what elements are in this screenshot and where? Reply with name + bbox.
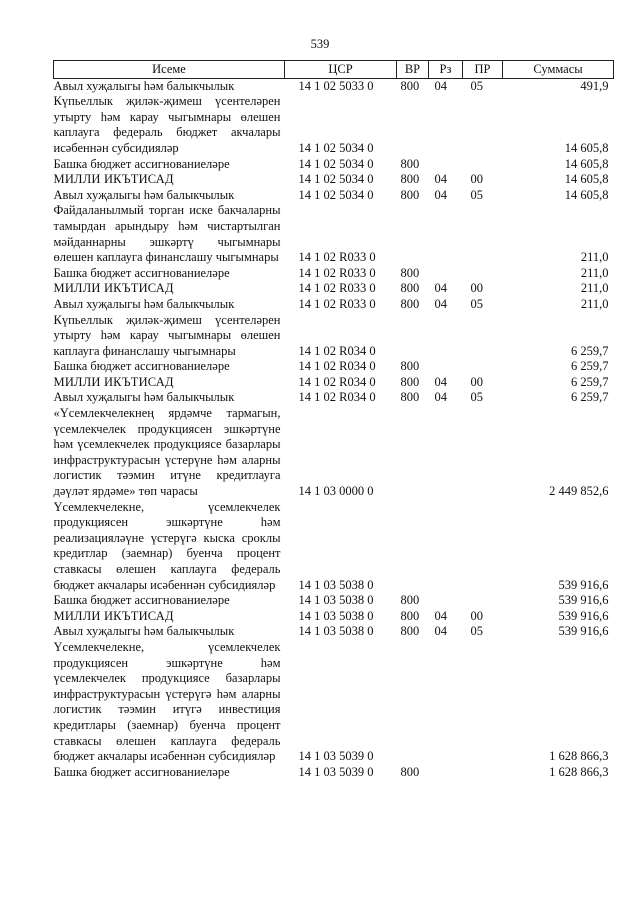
table-cell-csr: 14 1 02 R034 0 (298, 374, 376, 389)
table-cell-csr: 14 1 03 5038 0 (298, 624, 374, 639)
table-cell-rz: 04 (434, 296, 447, 311)
table-cell-name: Үсемлекчелекне, үсемлекчелек продукциясен эшкәртүне һәм реализацияләүне үстерүгә кыска сроклы кредитлар (заемнар) буенча процент ставкасы өлешен каплауга федераль бюджет акчалары исәбеннән субсидияләр (53, 499, 281, 592)
table-cell-sum: 539 916,6 (558, 608, 609, 623)
table-cell-rz: 04 (434, 78, 447, 93)
table-cell-name: МИЛЛИ ИКЪТИСАД (53, 374, 174, 389)
table-cell-pr: 00 (470, 374, 483, 389)
table-cell-csr: 14 1 03 5038 0 (298, 593, 374, 608)
table-cell-sum: 211,0 (580, 250, 609, 265)
table-cell-pr (463, 359, 503, 375)
table-cell-name: Башка бюджет ассигнованиеләре (53, 593, 230, 608)
table-cell-name: Күпьеллык җиләк-җимеш үсентеләрен утырту һәм карау чыгымнары өлешен каплауга финанслашу чыгымнары (53, 312, 281, 358)
table-cell-sum: 6 259,7 (571, 343, 609, 358)
table-row (54, 266, 614, 282)
table-cell-name: Авыл хуҗалыгы һәм балыкчылык (53, 390, 235, 405)
table-cell-rz (429, 500, 463, 594)
table-row (54, 624, 614, 640)
table-cell-csr: 14 1 02 R034 0 (298, 359, 376, 374)
table-cell-vr: 800 (400, 296, 420, 311)
table-row (54, 765, 614, 781)
table-cell-rz: 04 (434, 281, 447, 296)
budget-table (53, 60, 614, 780)
table-cell-sum: 14 605,8 (564, 156, 609, 171)
table-cell-pr (463, 765, 503, 781)
table-cell-pr (463, 500, 503, 594)
table-row (54, 297, 614, 313)
table-cell-csr: 14 1 03 5039 0 (298, 764, 374, 779)
header-csr: ЦСР (285, 61, 397, 79)
table-row (54, 390, 614, 406)
table-row (54, 172, 614, 188)
table-cell-name: Үсемлекчелекне, үсемлекчелек продукциясен эшкәртүне һәм үсемлекчелек продукциясе базарлары инфраструктурасын үстерүгә һәм аларны логистик тәэмин итүгә инвестиция кредитлары (заемнар) буенча процент ставкасы өлешен каплауга федераль бюджет акчалары исәбеннән субсидияләр (53, 639, 281, 764)
table-row (54, 375, 614, 391)
table-cell-pr (463, 94, 503, 156)
table-cell-rz (429, 203, 463, 265)
table-cell-sum: 14 605,8 (564, 140, 609, 155)
table-row (54, 157, 614, 173)
table-cell-pr: 05 (470, 78, 483, 93)
table-cell-csr: 14 1 02 5034 0 (298, 156, 374, 171)
table-cell-vr (397, 406, 429, 500)
table-cell-name: МИЛЛИ ИКЪТИСАД (53, 281, 174, 296)
table-row (54, 609, 614, 625)
table-cell-rz (429, 157, 463, 173)
header-sum: Суммасы (503, 61, 614, 79)
table-cell-rz: 04 (434, 390, 447, 405)
table-header-row (54, 61, 614, 79)
table-cell-csr: 14 1 03 0000 0 (298, 484, 374, 499)
table-cell-rz (429, 94, 463, 156)
table-cell-name: Авыл хуҗалыгы һәм балыкчылык (53, 78, 235, 93)
table-cell-vr (397, 640, 429, 765)
table-row (54, 640, 614, 765)
table-cell-csr: 14 1 02 5034 0 (298, 140, 374, 155)
table-cell-csr: 14 1 02 R033 0 (298, 265, 376, 280)
table-cell-rz (429, 313, 463, 360)
table-cell-vr (397, 94, 429, 156)
table-row (54, 203, 614, 265)
table-cell-sum: 14 605,8 (564, 172, 609, 187)
table-row (54, 593, 614, 609)
table-cell-name: Башка бюджет ассигнованиеләре (53, 265, 230, 280)
table-cell-pr: 05 (470, 187, 483, 202)
table-cell-pr: 05 (470, 390, 483, 405)
table-cell-pr (463, 640, 503, 765)
table-cell-pr (463, 593, 503, 609)
table-cell-vr: 800 (400, 265, 420, 280)
table-cell-rz: 04 (434, 624, 447, 639)
table-cell-vr: 800 (400, 359, 420, 374)
table-row (54, 94, 614, 156)
table-cell-pr: 05 (470, 624, 483, 639)
table-cell-csr: 14 1 02 R034 0 (298, 390, 376, 405)
table-cell-vr (397, 203, 429, 265)
table-cell-name: Башка бюджет ассигнованиеләре (53, 764, 230, 779)
table-cell-name: Авыл хуҗалыгы һәм балыкчылык (53, 296, 235, 311)
table-cell-sum: 2 449 852,6 (549, 484, 609, 499)
table-cell-vr: 800 (400, 624, 420, 639)
table-cell-vr: 800 (400, 156, 420, 171)
table-cell-csr: 14 1 03 5038 0 (298, 608, 374, 623)
table-cell-name: Башка бюджет ассигнованиеләре (53, 359, 230, 374)
table-cell-csr: 14 1 03 5039 0 (298, 749, 374, 764)
table-cell-name: Авыл хуҗалыгы һәм балыкчылык (53, 187, 235, 202)
table-cell-pr (463, 406, 503, 500)
table-cell-vr: 800 (400, 78, 420, 93)
table-cell-rz (429, 266, 463, 282)
table-cell-csr: 14 1 02 R033 0 (298, 250, 376, 265)
table-cell-csr: 14 1 02 R033 0 (298, 281, 376, 296)
table-cell-rz (429, 640, 463, 765)
table-cell-sum: 539 916,6 (558, 593, 609, 608)
table-cell-sum: 1 628 866,3 (549, 749, 609, 764)
table-cell-pr: 00 (470, 172, 483, 187)
table-row (54, 313, 614, 360)
table-cell-vr (397, 500, 429, 594)
header-vr: ВР (397, 61, 429, 79)
table-cell-sum: 211,0 (580, 265, 609, 280)
table-cell-csr: 14 1 03 5038 0 (298, 577, 374, 592)
table-cell-csr: 14 1 02 R034 0 (298, 343, 376, 358)
header-pr: ПР (463, 61, 503, 79)
table-cell-rz: 04 (434, 608, 447, 623)
table-cell-name: Файдаланылмый торган иске бакчаларны тамырдан арындыру һәм чистартылган мәйданнарны эшкәртү чыгымнары өлешен каплауга финанслашу чыгымнары (53, 203, 281, 265)
table-cell-rz (429, 406, 463, 500)
table-cell-rz (429, 765, 463, 781)
table-cell-csr: 14 1 02 5033 0 (298, 78, 374, 93)
table-cell-pr (463, 266, 503, 282)
table-cell-rz: 04 (434, 172, 447, 187)
table-cell-sum: 14 605,8 (564, 187, 609, 202)
table-cell-vr: 800 (400, 281, 420, 296)
table-cell-name: «Үсемлекчелекнең ярдәмче тармагын, үсемлекчелек продукциясен эшкәртүне һәм үсемлекчелек продукциясе базарлары инфраструктурасын үстерүне һәм аларны логистик тәэмин итүне кредитлауга дәүләт ярдәме» төп чарасы (53, 406, 281, 499)
table-cell-sum: 6 259,7 (571, 374, 609, 389)
table-cell-sum: 539 916,6 (558, 577, 609, 592)
table-cell-name: Башка бюджет ассигнованиеләре (53, 156, 230, 171)
table-cell-pr (463, 157, 503, 173)
table-cell-name: Күпьеллык җиләк-җимеш үсентеләрен утырту һәм карау чыгымнары өлешен каплауга федераль бюджет акчалары исәбеннән субсидияләр (53, 94, 281, 155)
table-row (54, 500, 614, 594)
table-cell-pr (463, 203, 503, 265)
table-cell-pr: 05 (470, 296, 483, 311)
table-row (54, 78, 614, 94)
table-cell-sum: 211,0 (580, 296, 609, 311)
header-rz: Рз (429, 61, 463, 79)
table-cell-sum: 6 259,7 (571, 359, 609, 374)
table-cell-vr: 800 (400, 390, 420, 405)
table-cell-name: МИЛЛИ ИКЪТИСАД (53, 172, 174, 187)
table-cell-sum: 539 916,6 (558, 624, 609, 639)
table-cell-rz (429, 359, 463, 375)
table-cell-vr (397, 313, 429, 360)
table-cell-rz: 04 (434, 187, 447, 202)
table-cell-pr: 00 (470, 608, 483, 623)
table-cell-vr: 800 (400, 187, 420, 202)
table-cell-vr: 800 (400, 593, 420, 608)
table-cell-csr: 14 1 02 5034 0 (298, 187, 374, 202)
table-cell-name: Авыл хуҗалыгы һәм балыкчылык (53, 624, 235, 639)
table-cell-rz (429, 593, 463, 609)
table-cell-sum: 6 259,7 (571, 390, 609, 405)
table-row (54, 406, 614, 500)
table-cell-rz: 04 (434, 374, 447, 389)
table-cell-sum: 1 628 866,3 (549, 764, 609, 779)
table-cell-pr: 00 (470, 281, 483, 296)
table-cell-csr: 14 1 02 R033 0 (298, 296, 376, 311)
table-cell-csr: 14 1 02 5034 0 (298, 172, 374, 187)
header-name: Исеме (54, 61, 285, 79)
table-cell-vr: 800 (400, 172, 420, 187)
table-row (54, 359, 614, 375)
table-row (54, 188, 614, 204)
table-cell-sum: 491,9 (580, 78, 609, 93)
table-row (54, 281, 614, 297)
table-cell-vr: 800 (400, 764, 420, 779)
page-number: 539 (310, 37, 330, 51)
table-cell-vr: 800 (400, 374, 420, 389)
table-cell-pr (463, 313, 503, 360)
table-cell-vr: 800 (400, 608, 420, 623)
table-cell-sum: 211,0 (580, 281, 609, 296)
table-cell-name: МИЛЛИ ИКЪТИСАД (53, 608, 174, 623)
